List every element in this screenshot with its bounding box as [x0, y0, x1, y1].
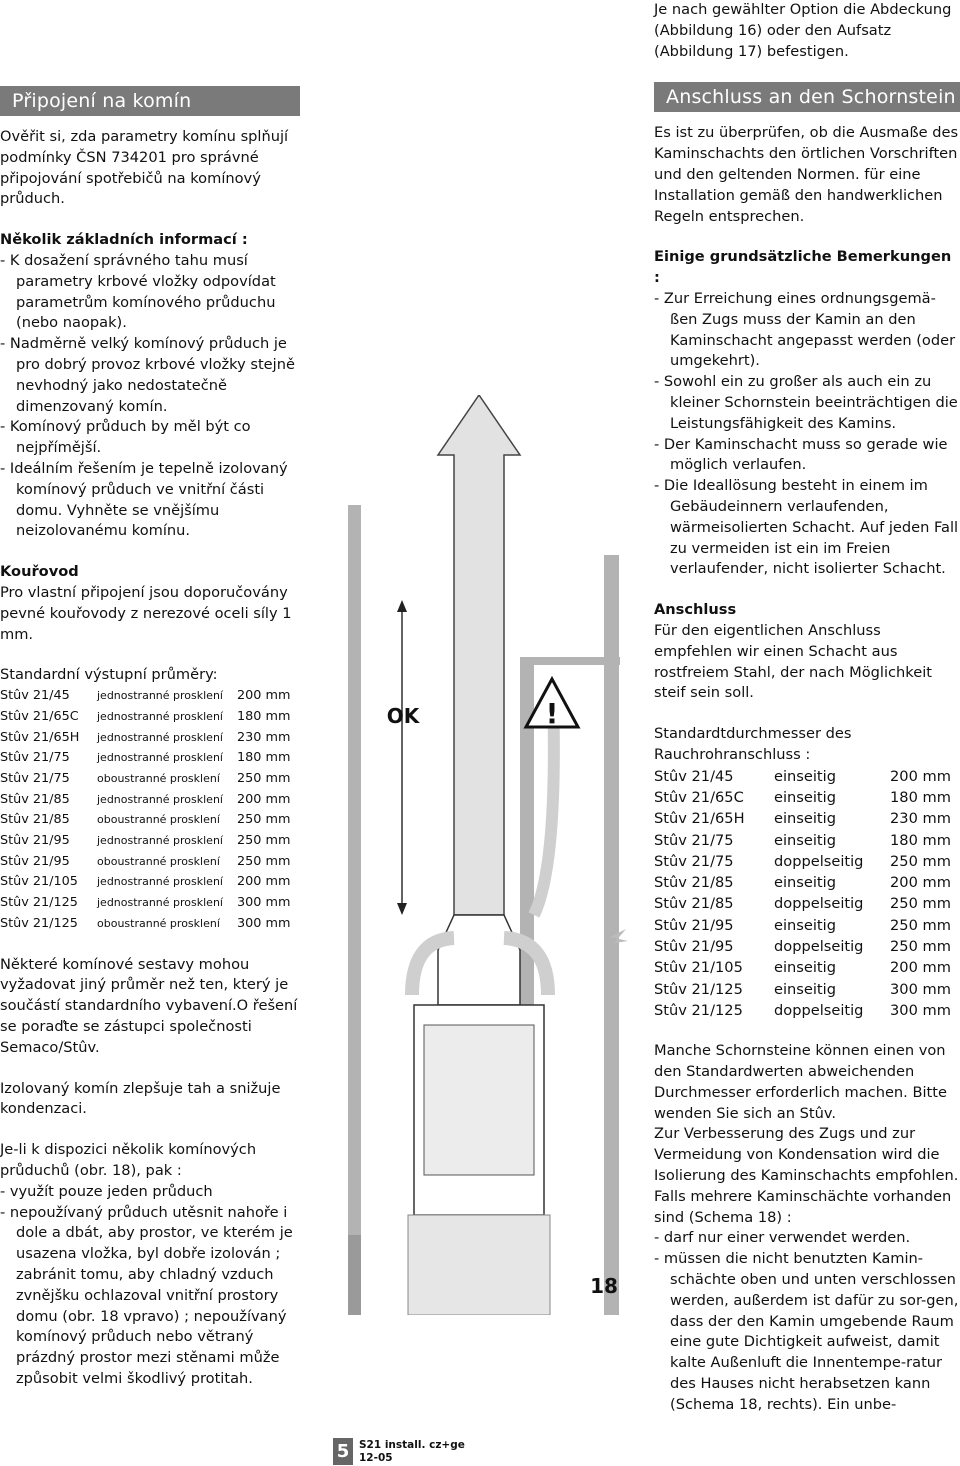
- table-cell-size: 250 mm: [890, 916, 951, 934]
- chimney-diagram-svg: [348, 395, 634, 1315]
- table-cell-model: Stûv 21/125: [654, 980, 743, 998]
- table-cell-model: Stûv 21/75: [0, 770, 70, 786]
- table-cell-type: einseitig: [774, 789, 836, 806]
- table-cell-type: jednostranné prosklení: [97, 792, 223, 806]
- table-cell-model: Stûv 21/95: [0, 853, 70, 869]
- table-cell-size: 230 mm: [890, 810, 951, 828]
- basics-item-de: - Der Kaminschacht muss so gerade wie möglich verlaufen.: [654, 435, 948, 474]
- table-cell-model: Stûv 21/125: [654, 1001, 743, 1019]
- footer-date: 12-05: [359, 1452, 393, 1464]
- note-text-de: Zur Verbesserung des Zugs und zur Vermeidung von Kondensation wird die Isolierung des Kaminschachts empfohlen. Falls mehrere Kaminschächte vorhanden sind (Schema 18) :: [654, 1125, 959, 1226]
- table-cell-size: 250 mm: [237, 770, 291, 786]
- table-cell-size: 300 mm: [890, 1001, 951, 1019]
- note-text-de: Manche Schornsteine können einen von den Standardwerten abweichenden Durchmesser erforderlich machen. Bitte wenden Sie sich an Stûv.: [654, 1042, 947, 1122]
- table-cell-model: Stûv 21/65C: [654, 789, 744, 806]
- table-cell-size: 250 mm: [237, 853, 291, 869]
- table-cell-size: 200 mm: [237, 688, 291, 704]
- table-cell-model: Stûv 21/75: [654, 831, 734, 849]
- note-text-cz: Izolovaný komín zlepšuje tah a snižuje kondenzaci.: [0, 1079, 281, 1118]
- table-cell-model: Stûv 21/65C: [0, 708, 79, 724]
- multi-item-cz: - nepoužívaný průduch utěsnit nahoře i dole a dbát, aby prostor, ve kterém je usazena vložka, byl dobře izolován ; zabránit tomu, aby chladný vzduch zvnějšku ochlazoval vnitřní prostory domu (obr. 18 vpravo) ; nepoužívaný komínový průduch nebo větraný prázdný prostor mezi stěnami může způsobit velmi škodlivý protitah.: [0, 1203, 293, 1387]
- table-cell-size: 250 mm: [890, 895, 951, 913]
- table-cell-model: Stûv 21/85: [0, 812, 70, 828]
- multi-item-de: - darf nur einer verwendet werden.: [654, 1229, 911, 1247]
- table-cell-type: doppelseitig: [774, 938, 864, 956]
- dimension-arrow-icon: [397, 903, 407, 915]
- flue-arrow-icon: [438, 395, 520, 915]
- table-cell-model: Stûv 21/45: [654, 767, 734, 785]
- footer-text: [359, 1439, 465, 1465]
- basics-title-de: Einige grundsätzliche Bemerkungen :: [654, 248, 952, 287]
- table-cell-type: einseitig: [774, 767, 836, 785]
- table-row: [654, 893, 951, 914]
- basics-item-cz: - K dosažení správného tahu musí parametry krbové vložky odpovídat parametrům komínového průduchu (nebo naopak).: [0, 251, 276, 332]
- table-cell-size: 180 mm: [237, 708, 291, 724]
- basics-item-de: - Zur Erreichung eines ordnungsgemä-ßen Zugs muss der Kamin an den Kaminschacht angepasst werden (oder umgekehrt).: [654, 289, 956, 370]
- table-cell-size: 300 mm: [237, 895, 291, 911]
- table-cell-model: Stûv 21/65H: [654, 810, 745, 828]
- table-cell-size: 300 mm: [237, 915, 291, 931]
- figure-number: 18: [590, 1274, 618, 1298]
- multi-item-cz: - využít pouze jeden průduch: [0, 1182, 213, 1200]
- table-cell-size: 250 mm: [237, 812, 291, 828]
- basics-item-de: - Sowohl ein zu großer als auch ein zu kleiner Schornstein beeinträchtigen die Leistungsfähigkeit des Kamins.: [654, 373, 958, 432]
- table-row: [654, 872, 951, 893]
- left-column: [0, 86, 300, 1390]
- table-row: [654, 1000, 951, 1021]
- partition-cap: [520, 657, 620, 665]
- table-cell-size: 180 mm: [237, 750, 291, 766]
- table-row: [0, 872, 290, 893]
- section-header-de: Anschluss an den Schornstein: [654, 82, 960, 112]
- page-number: 5: [333, 1438, 353, 1465]
- table-row: [0, 748, 290, 769]
- table-cell-model: Stûv 21/105: [0, 874, 78, 890]
- table-cell-type: jednostranné prosklení: [97, 751, 223, 765]
- flue-title-cz: Kouřovod: [0, 563, 79, 581]
- table-row: [654, 957, 951, 978]
- table-row: [0, 790, 290, 811]
- table-cell-size: 200 mm: [237, 791, 291, 807]
- table-cell-size: 300 mm: [890, 980, 951, 998]
- table-cell-type: oboustranné prosklení: [97, 916, 220, 930]
- table-row: [0, 707, 290, 728]
- table-cell-size: 250 mm: [237, 833, 291, 849]
- basics-item-cz: - Komínový průduch by měl být co nejpřímější.: [0, 418, 251, 457]
- diameter-table-cz: [0, 686, 290, 934]
- table-cell-type: doppelseitig: [774, 1001, 864, 1019]
- table-cell-type: jednostranné prosklení: [97, 730, 223, 744]
- table-row: [0, 852, 290, 873]
- table-cell-size: 180 mm: [890, 831, 951, 849]
- table-cell-type: jednostranné prosklení: [97, 709, 223, 723]
- multi-intro-cz: Je-li k dispozici několik komínových průduchů (obr. 18), pak :: [0, 1141, 257, 1179]
- table-row: [654, 766, 951, 787]
- table-cell-model: Stûv 21/125: [0, 895, 78, 911]
- left-wall: [348, 505, 361, 1315]
- table-cell-size: 180 mm: [890, 789, 951, 806]
- table-cell-type: oboustranné prosklení: [97, 771, 220, 785]
- table-cell-type: einseitig: [774, 831, 836, 849]
- right-column: [654, 0, 960, 1416]
- basics-item-de: - Die Ideallösung besteht in einem im Gebäudeinnern verlaufenden, wärmeisolierten Schacht. Auf jeden Fall zu vermeiden ist ein im Freien verlaufender, nicht isolierter Schacht.: [654, 477, 959, 578]
- table-row: [0, 810, 290, 831]
- table-row: [654, 936, 951, 957]
- table-cell-size: 230 mm: [237, 729, 291, 745]
- table-cell-type: einseitig: [774, 980, 836, 998]
- floor-left: [348, 1235, 361, 1315]
- section-header-cz: Připojení na komín: [0, 86, 300, 116]
- table-cell-model: Stûv 21/45: [0, 688, 70, 704]
- table-cell-model: Stûv 21/95: [654, 938, 734, 956]
- table-row: [654, 830, 951, 851]
- top-note-de: Je nach gewählter Option die Abdeckung (Abbildung 16) oder den Aufsatz (Abbildung 17) befestigen.: [654, 1, 952, 60]
- table-row: [654, 808, 951, 829]
- fireplace-hood: [438, 915, 520, 1005]
- table-row: [654, 787, 951, 808]
- table-cell-type: oboustranné prosklení: [97, 813, 220, 827]
- table-cell-model: Stûv 21/125: [0, 915, 78, 931]
- table-cell-size: 250 mm: [890, 852, 951, 870]
- table-cell-size: 200 mm: [890, 874, 951, 892]
- table-cell-model: Stûv 21/85: [0, 791, 70, 807]
- table-cell-model: Stûv 21/85: [654, 895, 734, 913]
- table-row: [654, 915, 951, 936]
- basics-item-cz: - Nadměrně velký komínový průduch je pro dobrý provoz krbové vložky stejně nevhodný jako nedostatečně dimenzovaný komín.: [0, 335, 295, 415]
- table-cell-type: einseitig: [774, 874, 836, 892]
- basics-item-cz: - Ideálním řešením je tepelně izolovaný komínový průduch ve vnitřní části domu. Vyhněte se vnějšímu neizolovanému komínu.: [0, 459, 288, 540]
- table-cell-model: Stûv 21/95: [654, 916, 734, 934]
- diameter-table-de: [654, 766, 951, 1022]
- table-cell-size: 250 mm: [890, 938, 951, 956]
- footer-doc: S21 install. cz+ge: [359, 1439, 465, 1451]
- table-cell-type: oboustranné prosklení: [97, 854, 220, 868]
- intro-text-de: Es ist zu überprüfen, ob die Ausmaße des Kaminschachts den örtlichen Vorschriften und den geltenden Normen. für eine Installation gemäß den handwerklichen Regeln entsprechen.: [654, 124, 959, 225]
- basics-title-cz: Několik základních informací :: [0, 231, 248, 249]
- table-cell-size: 200 mm: [237, 874, 291, 890]
- table-cell-model: Stûv 21/85: [654, 874, 734, 892]
- table-title-de: Standardtdurchmesser des Rauchrohranschluss :: [654, 725, 852, 763]
- table-cell-size: 200 mm: [890, 767, 951, 785]
- table-cell-size: 200 mm: [890, 959, 951, 977]
- conn-text-de: Für den eigentlichen Anschluss empfehlen wir einen Schacht aus rostfreiem Stahl, der nach Möglichkeit steif sein soll.: [654, 621, 932, 702]
- table-cell-model: Stûv 21/75: [0, 750, 70, 766]
- table-row: [0, 914, 290, 935]
- note-text-cz: Některé komínové sestavy mohou vyžadovat jiný průměr než ten, který je součástí standardního vybavení.O řešení se poraďte se zástupci společnosti Semaco/Stûv.: [0, 955, 298, 1056]
- table-row: [0, 686, 290, 707]
- table-cell-model: Stûv 21/105: [654, 959, 743, 977]
- table-row: [654, 851, 951, 872]
- table-row: [654, 979, 951, 1000]
- table-cell-type: doppelseitig: [774, 852, 864, 870]
- fireplace-window: [424, 1025, 534, 1175]
- table-cell-type: doppelseitig: [774, 895, 864, 913]
- table-row: [0, 769, 290, 790]
- table-cell-model: Stûv 21/65H: [0, 729, 80, 745]
- table-cell-type: einseitig: [774, 916, 836, 934]
- dimension-arrow-icon: [397, 600, 407, 612]
- chimney-diagram: [348, 395, 634, 1315]
- fireplace-base: [408, 1215, 550, 1315]
- table-cell-type: jednostranné prosklení: [97, 834, 223, 848]
- flue-text-cz: Pro vlastní připojení jsou doporučovány pevné kouřovody z nerezové oceli síly 1 mm.: [0, 583, 292, 643]
- warning-label: !: [545, 697, 559, 730]
- multi-item-de: - müssen die nicht benutzten Kamin-schächte oben und unten verschlossen werden, außerdem ist dafür zu sor-gen, dass der den Kamin umgebende Raum eine gute Dichtigkeit aufweist, damit kalte Außenluft die Innentempe-ratur des Hauses nicht herabsetzen kann (Schema 18, rechts). Ein unbe-: [654, 1250, 959, 1413]
- table-row: [0, 728, 290, 749]
- table-cell-model: Stûv 21/95: [0, 833, 70, 849]
- intro-text-cz: Ověřit si, zda parametry komínu splňují podmínky ČSN 734201 pro správné připojování spotřebičů na komínový průduch.: [0, 128, 289, 208]
- ok-label: OK: [386, 704, 420, 728]
- table-cell-type: einseitig: [774, 959, 836, 977]
- table-cell-type: jednostranné prosklení: [97, 875, 223, 889]
- table-title-cz: Standardní výstupní průměry:: [0, 666, 218, 684]
- table-cell-model: Stûv 21/75: [654, 852, 734, 870]
- conn-title-de: Anschluss: [654, 601, 737, 619]
- table-cell-type: jednostranné prosklení: [97, 689, 223, 703]
- table-row: [0, 831, 290, 852]
- table-row: [0, 893, 290, 914]
- table-cell-type: einseitig: [774, 810, 836, 828]
- table-cell-type: jednostranné prosklení: [97, 896, 223, 910]
